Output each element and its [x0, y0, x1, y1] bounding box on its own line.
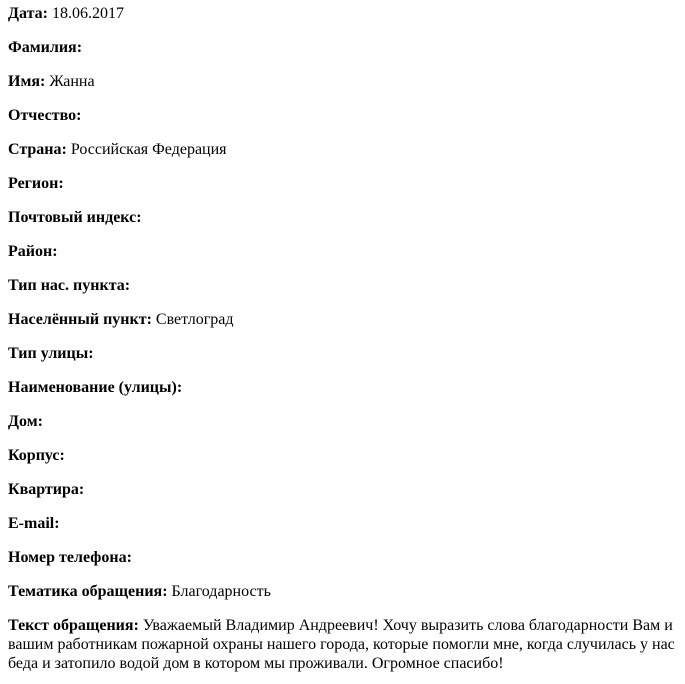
field-row	[8, 140, 677, 159]
field-label: Населённый пункт:	[8, 311, 152, 328]
field-row	[8, 38, 677, 57]
field-row	[8, 310, 677, 329]
field-row	[8, 4, 677, 23]
field-row	[8, 378, 677, 397]
field-value: Жанна	[49, 73, 95, 90]
field-label: Страна:	[8, 141, 67, 158]
field-row	[8, 412, 677, 431]
field-row	[8, 616, 677, 673]
field-label: Регион:	[8, 175, 64, 192]
field-label: Тип нас. пункта:	[8, 277, 131, 294]
field-value: Уважаемый Владимир Андреевич! Хочу выразить слова благодарности Вам и вашим работникам пожарной охраны нашего города, которые помогли мне, когда случилась у нас беда и затопило водой дом в котором мы проживали. Огромное спасибо!	[8, 617, 675, 672]
field-row	[8, 174, 677, 193]
field-row	[8, 514, 677, 533]
field-label: Дом:	[8, 413, 43, 430]
field-value: 18.06.2017	[51, 5, 124, 22]
field-value: Светлоград	[155, 311, 234, 328]
field-row	[8, 582, 677, 601]
field-label: Наименование (улицы):	[8, 379, 183, 396]
field-label: Тип улицы:	[8, 345, 94, 362]
field-label: Почтовый индекс:	[8, 209, 142, 226]
field-row	[8, 446, 677, 465]
field-label: Тематика обращения:	[8, 583, 168, 600]
field-row	[8, 344, 677, 363]
field-label: Дата:	[8, 5, 48, 22]
field-label: Корпус:	[8, 447, 65, 464]
field-label: Квартира:	[8, 481, 85, 498]
field-label: E-mail:	[8, 515, 60, 532]
field-row	[8, 72, 677, 91]
field-label: Текст обращения:	[8, 617, 139, 634]
field-value: Благодарность	[171, 583, 271, 600]
field-label: Имя:	[8, 73, 46, 90]
field-row	[8, 106, 677, 125]
field-row	[8, 242, 677, 261]
field-row	[8, 276, 677, 295]
field-label: Отчество:	[8, 107, 82, 124]
field-row	[8, 480, 677, 499]
field-label: Фамилия:	[8, 39, 83, 56]
field-label: Район:	[8, 243, 58, 260]
field-label: Номер телефона:	[8, 549, 132, 566]
field-value: Российская Федерация	[70, 141, 227, 158]
field-row	[8, 548, 677, 567]
field-row	[8, 208, 677, 227]
